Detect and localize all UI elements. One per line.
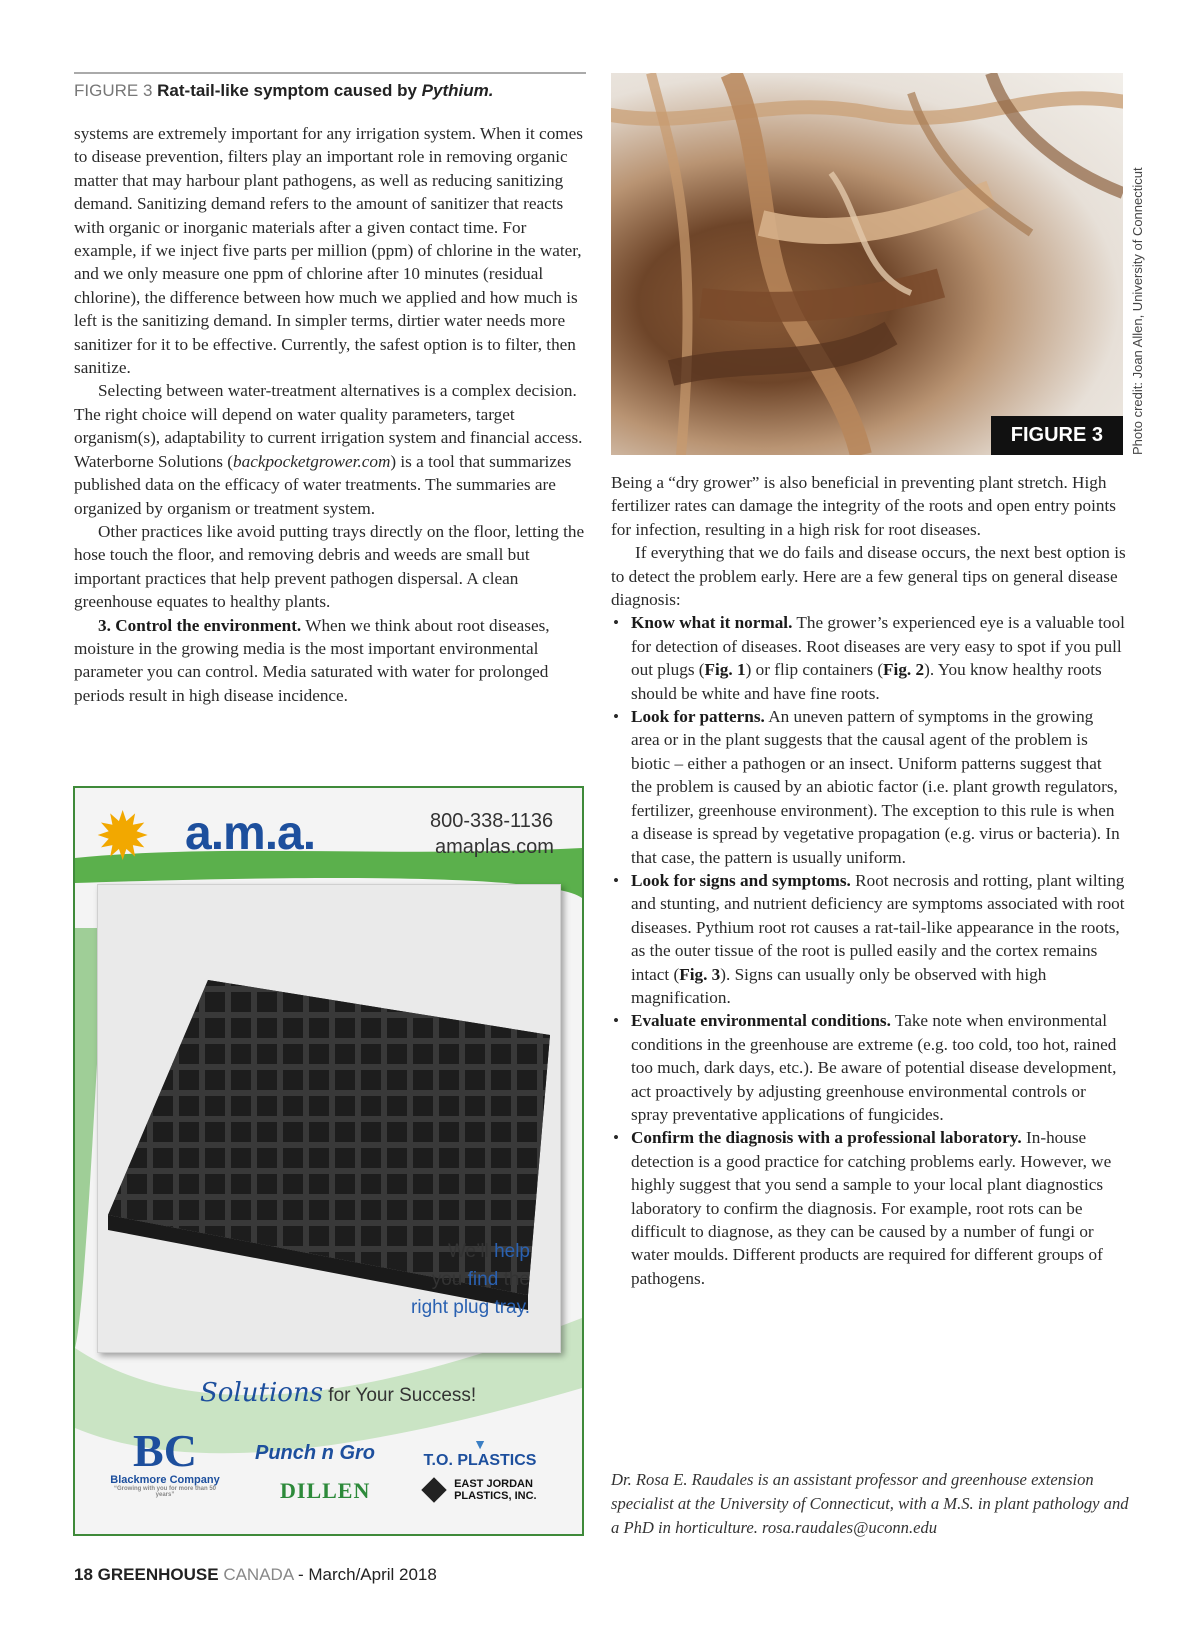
list-item-text: The grower’s experienced eye is a valuable tool for detection of diseases. Root diseases are very easy to spot if you pull out plugs ( (631, 613, 1125, 680)
east-jordan-icon (421, 1477, 446, 1502)
blackmore-logo (110, 1425, 220, 1498)
page-footer (74, 1565, 437, 1585)
paragraph: Other practices like avoid putting trays directly on the floor, letting the hose touch the floor, and removing debris and weeds are small but important practices that help prevent pathogen dispersal. A clean greenhouse equates to healthy plants. (74, 521, 585, 612)
left-column (74, 122, 586, 707)
issue-date: - March/April 2018 (293, 1565, 437, 1584)
list-item-heading: Confirm the diagnosis with a professional laboratory. (631, 1128, 1022, 1148)
ej-line: EAST JORDAN (454, 1478, 533, 1490)
photo-credit: Photo credit: Joan Allen, University of Connecticut (1130, 167, 1145, 455)
tagline-text: you (431, 1269, 468, 1290)
figure-reference: Fig. 1 (704, 660, 746, 680)
list-item-heading: Evaluate environmental conditions. (631, 1011, 891, 1031)
bullet: • (613, 870, 620, 890)
magazine-name-suffix: CANADA (223, 1565, 294, 1584)
paragraph-text: When we think about root diseases, moisture in the growing media is the most important environmental parameter you can control. Media saturated with water for prolonged periods result in high disease incidence. (74, 615, 550, 705)
bc-slogan: “Growing with you for more than 50 years” (113, 1486, 216, 1498)
slogan-text: for Your Success! (323, 1385, 477, 1406)
list-item-heading: Look for patterns. (631, 707, 765, 727)
list-item-text: Take note when environmental conditions in the greenhouse are extreme (e.g. too cold, too hot, rained too much, dark days, etc.). Be aware of potential disease development, act proactively by adjusting greenhouse environmental controls or spray preventative applications of fungicides. (631, 1011, 1117, 1124)
ad-phone[interactable]: 800-338-1136 (430, 810, 554, 832)
right-column (611, 471, 1126, 1290)
tagline-text: the (498, 1269, 530, 1290)
figure-reference: Fig. 3 (679, 964, 721, 984)
list-item-text: ). You know healthy roots should be white and have fine roots. (631, 660, 1102, 703)
dillen-logo: DILLEN (280, 1478, 371, 1503)
east-jordan-name (454, 1478, 537, 1502)
paragraph-text: Selecting between water-treatment alternatives is a complex decision. The right choice will depend on water quality parameters, target organism(s), adaptability to current irrigation system and financial access. Waterborne Solutions ( (74, 381, 583, 471)
to-plastics-name: T.O. PLASTICS (423, 1452, 537, 1469)
list-item-text: In-house detection is a good practice for catching problems early. However, we highly suggest that you send a sample to your local plant diagnostics laboratory to confirm the diagnosis. For example, root rots can be difficult to diagnose, as they can be caused by a number of fungi or water moulds. Different products are required for different groups of pathogens. (631, 1128, 1112, 1288)
author-bio: Dr. Rosa E. Raudales is an assistant professor and greenhouse extension specialist at the University of Connecticut, with a M.S. in plant pathology and a PhD in horticulture. rosa.raudales@uconn.edu (611, 1470, 1129, 1537)
bullet: • (613, 613, 620, 633)
bullet: • (613, 1011, 620, 1031)
list-item-text: ) or flip containers ( (745, 660, 884, 680)
tagline-line (360, 1266, 530, 1294)
tagline-line (360, 1238, 530, 1266)
ej-line: PLASTICS, INC. (454, 1490, 537, 1502)
to-plastics-icon: ▼ (473, 1436, 487, 1452)
list-item (611, 705, 1126, 869)
tagline-text: We’ll (447, 1241, 495, 1262)
root-rot-photo (611, 73, 1123, 455)
list-item-text: An uneven pattern of symptoms in the growing area or in the plant suggests that the causal agent of the problem is biotic – either a pathogen or an insect. Uniform patterns suggest that the problem is caused by an abiotic factor (i.e. plant growth regulators, fertilizer, greenhouse environment). The exception to this rule is when a disease is spread by vegetative propagation (e.g. virus or bacteria). In that case, the pattern is usually uniform. (631, 707, 1120, 867)
list-item (611, 611, 1126, 705)
website-reference: backpocketgrower.com (233, 451, 391, 471)
list-item (611, 869, 1126, 1009)
figure-caption (74, 72, 586, 101)
ad-tagline (360, 1238, 530, 1322)
bc-name: Blackmore Company (110, 1474, 220, 1486)
punch-n-gro-logo: Punch n Gro (255, 1442, 375, 1464)
ad-website[interactable]: amaplas.com (435, 836, 554, 858)
figure-title (157, 81, 493, 100)
list-item (611, 1009, 1126, 1126)
bullet: • (613, 1128, 620, 1148)
bc-mark: BC (133, 1425, 197, 1476)
tagline-highlight: right plug tray. (411, 1297, 530, 1318)
figure-reference: Fig. 2 (883, 660, 925, 680)
list-item (611, 1126, 1126, 1290)
paragraph: systems are extremely important for any irrigation system. When it comes to disease prevention, filters play an important role in removing organic matter that may harbour plant pathogens, as well as reducing sanitizing demand. Sanitizing demand refers to the amount of sanitizer that reacts with organic or inorganic materials after a given contact time. For example, if we inject five parts per million (ppm) of chlorine in the water, and we only measure one ppm of chlorine after 10 minutes (residual chlorine), the difference between how much we applied and how much is left is the sanitizing demand. In simpler terms, dirtier water needs more sanitizer for it to be effective. Currently, the safest option is to filter, then sanitize. (74, 124, 583, 378)
ama-advertisement[interactable] (73, 786, 584, 1536)
east-jordan-logo (425, 1478, 537, 1502)
tagline-highlight: find (467, 1269, 499, 1290)
slogan-script: Solutions (200, 1378, 324, 1408)
paragraph: Being a “dry grower” is also beneficial in preventing plant stretch. High fertilizer rates can damage the integrity of the roots and open entry points for infection, resulting in a high risk for root diseases. (611, 473, 1116, 539)
paragraph (74, 614, 586, 708)
list-item-text: Root necrosis and rotting, plant wilting and stunting, and nutrient deficiency are symptoms associated with root diseases. Pythium root rot causes a rat-tail-like appearance in the roots, as the outer tissue of the root is pulled easily and the cortex remains intact ( (631, 870, 1125, 984)
ama-logo: a.m.a. (185, 807, 316, 860)
list-item-heading: Know what it normal. (631, 613, 793, 633)
ad-slogan (200, 1378, 476, 1408)
list-item-text: ). Signs can usually only be observed with high magnification. (631, 964, 1047, 1007)
figure-title-text: Rat-tail-like symptom caused by (157, 81, 422, 100)
paragraph (74, 379, 586, 519)
figure-badge: FIGURE 3 (991, 416, 1123, 455)
figure-label: FIGURE 3 (74, 81, 153, 100)
tagline-highlight: help (494, 1241, 530, 1262)
section-heading: 3. Control the environment. (98, 615, 302, 635)
sun-icon: ✹ (95, 799, 151, 873)
paragraph-text: ) is a tool that summarizes published data on the efficacy of water treatments. The summaries are organized by organism or treatment system. (74, 451, 572, 518)
to-plastics-logo (420, 1436, 540, 1470)
paragraph: If everything that we do fails and disease occurs, the next best option is to detect the problem early. Here are a few general tips on general disease diagnosis: (611, 543, 1126, 610)
list-item-heading: Look for signs and symptoms. (631, 870, 851, 890)
magazine-name: GREENHOUSE (97, 1565, 219, 1584)
roots-illustration (611, 73, 1123, 455)
diagnosis-tips-list (611, 611, 1126, 1290)
page-number: 18 (74, 1565, 93, 1584)
figure-title-italic: Pythium. (421, 81, 494, 100)
bullet: • (613, 707, 620, 727)
